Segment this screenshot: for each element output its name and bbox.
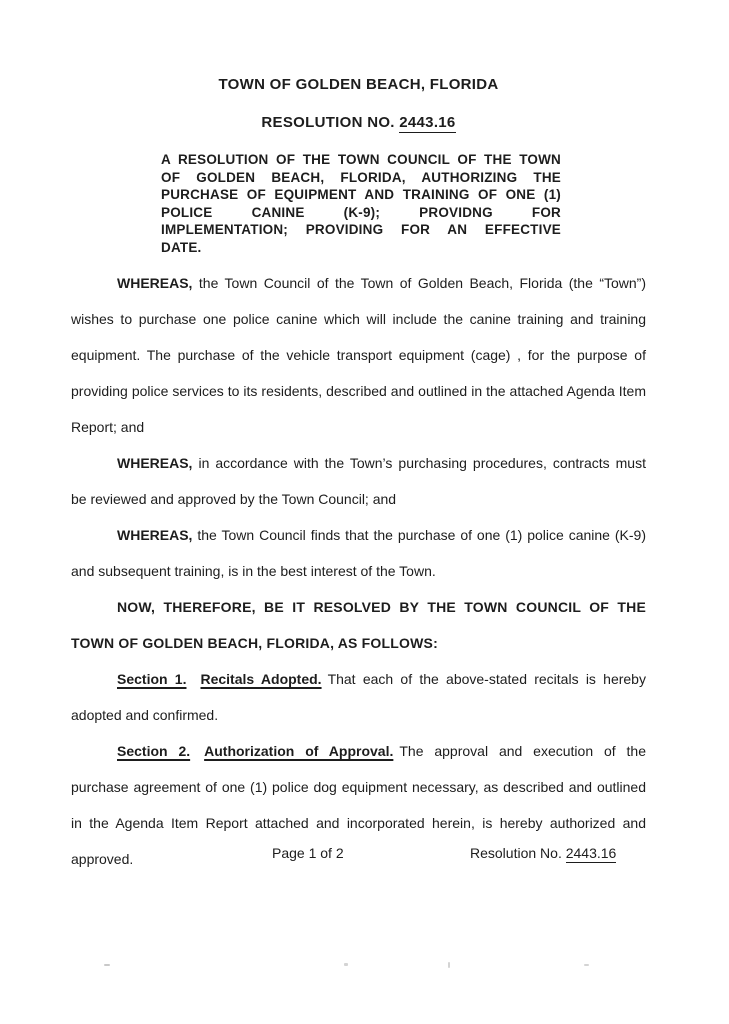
scan-artifact xyxy=(344,963,348,966)
document-title: TOWN OF GOLDEN BEACH, FLORIDA xyxy=(218,76,499,93)
whereas-text: the Town Council of the Town of Golden Beach, Florida (the “Town”) wishes to purchase one police canine which will include the canine training and training equipment. The purchase of the vehicle transport equipment (cage) , for the purpose of providing police services to its residents, described and outlined in the attached Agenda Item Report; and xyxy=(71,275,646,435)
footer-resolution-label: Resolution No. xyxy=(470,845,566,861)
page-number: Page 1 of 2 xyxy=(272,845,344,861)
section-2-text: The approval and execution of the purchase agreement of one (1) police dog equipment necessary, as described and outlined in the Agenda Item Report attached and incorporated herein, is hereby authorized and approved. xyxy=(71,743,647,867)
caption-line: PURCHASE OF EQUIPMENT AND TRAINING OF ONE (1) xyxy=(161,187,561,202)
document-content xyxy=(71,76,646,877)
scan-artifact xyxy=(584,964,589,966)
section-1-label: Section 1. xyxy=(117,671,187,687)
caption-line: OF GOLDEN BEACH, FLORIDA, AUTHORIZING THE xyxy=(161,169,561,185)
whereas-paragraph-3 xyxy=(71,517,646,589)
resolved-clause: NOW, THEREFORE, BE IT RESOLVED BY THE TOWN COUNCIL OF THE TOWN OF GOLDEN BEACH, FLORIDA, AS FOLLOWS: xyxy=(71,599,646,651)
caption-line: IMPLEMENTATION; PROVIDING FOR AN EFFECTIVE xyxy=(161,222,561,237)
resolution-number-line xyxy=(71,114,646,131)
resolution-number-value: 2443.16 xyxy=(399,114,456,131)
section-1-heading: Recitals Adopted. xyxy=(200,671,322,687)
footer-resolution-reference xyxy=(470,845,616,861)
resolution-caption-block xyxy=(161,151,561,256)
whereas-lead: WHEREAS, xyxy=(117,527,193,543)
footer-resolution-number: 2443.16 xyxy=(565,845,617,861)
whereas-paragraph-2 xyxy=(71,445,646,517)
caption-line: A RESOLUTION OF THE TOWN COUNCIL OF THE TOWN xyxy=(161,152,561,167)
section-1-text: That each of the above-stated recitals is hereby adopted and confirmed. xyxy=(71,671,646,723)
section-1-paragraph xyxy=(71,661,646,733)
caption-line: DATE. xyxy=(161,239,202,255)
caption-line: POLICE CANINE (K-9); PROVIDNG FOR xyxy=(161,204,561,220)
whereas-lead: WHEREAS, xyxy=(117,275,193,291)
scan-artifact xyxy=(104,964,110,966)
whereas-paragraph-1 xyxy=(71,265,646,445)
document-body xyxy=(71,265,646,877)
page-footer xyxy=(0,845,729,867)
whereas-text: in accordance with the Town’s purchasing procedures, contracts must be reviewed and approved by the Town Council; and xyxy=(71,455,646,507)
section-2-heading: Authorization of Approval. xyxy=(204,743,394,759)
section-2-label: Section 2. xyxy=(117,743,191,759)
whereas-text: the Town Council finds that the purchase of one (1) police canine (K-9) and subsequent training, is in the best interest of the Town. xyxy=(71,527,646,579)
resolution-number-label: RESOLUTION NO. xyxy=(261,114,400,131)
scan-artifact xyxy=(448,962,450,968)
whereas-lead: WHEREAS, xyxy=(117,455,193,471)
